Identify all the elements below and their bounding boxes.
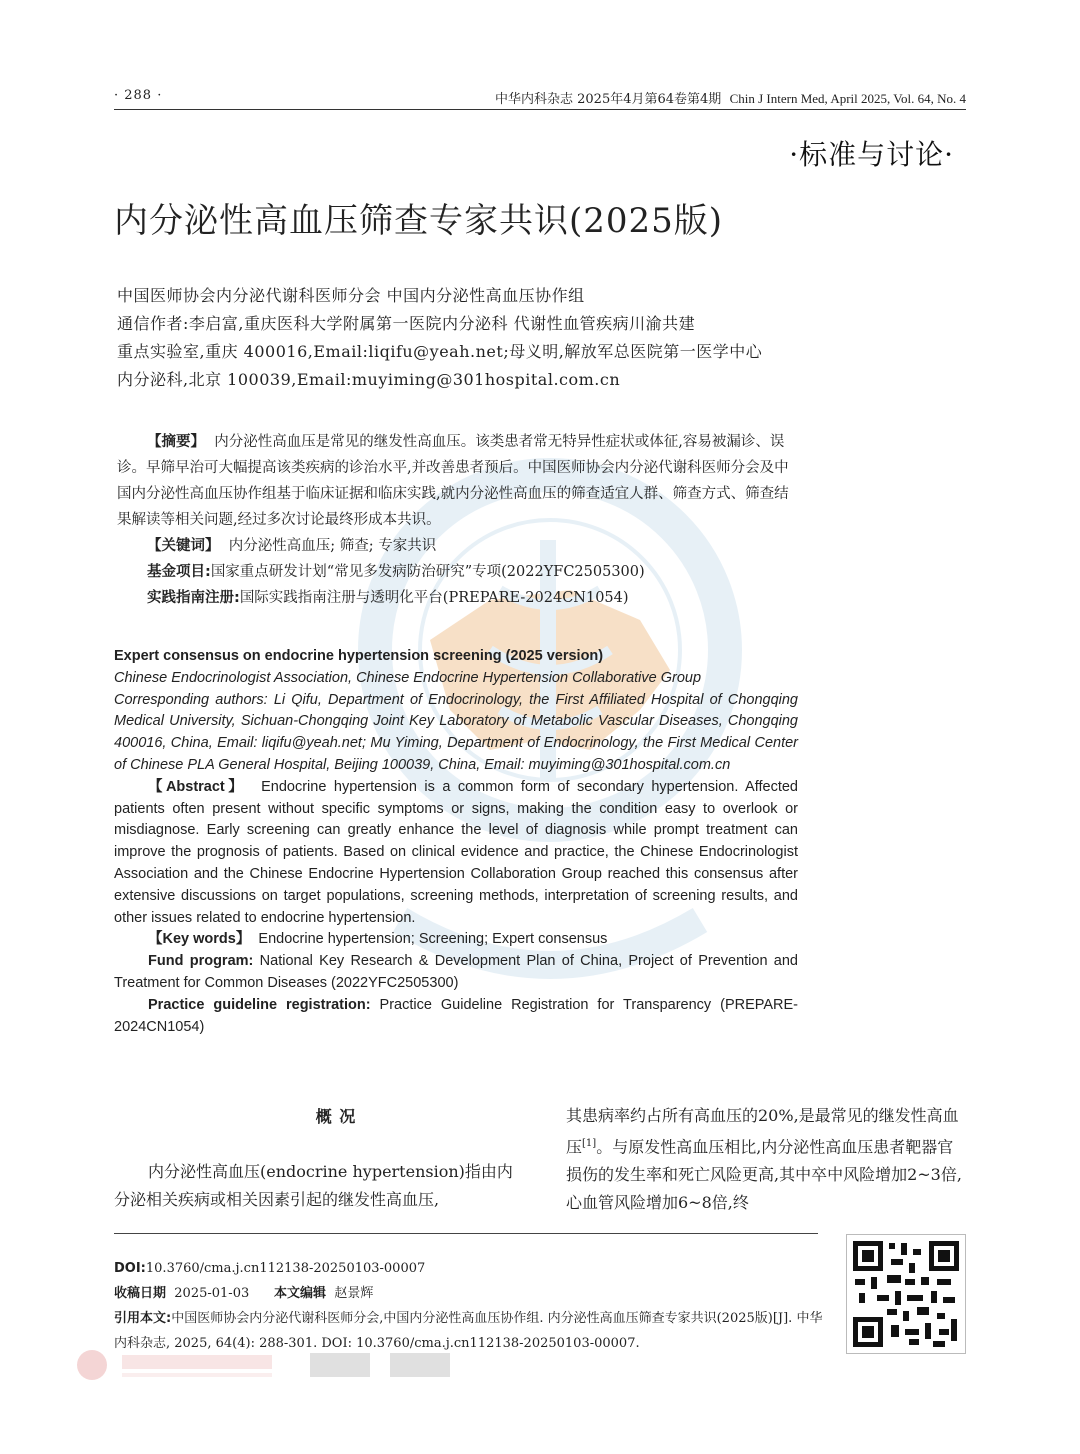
- body-right-column: [566, 1102, 966, 1217]
- received-date: 2025-01-03: [174, 1286, 250, 1301]
- cn-registration: 国际实践指南注册与透明化平台(PREPARE-2024CN1054): [239, 590, 629, 606]
- page-title: 内分泌性高血压筛查专家共识(2025版): [114, 201, 724, 241]
- author-groups: 中国医师协会内分泌代谢科医师分会 中国内分泌性高血压协作组: [117, 286, 585, 305]
- author-block: [117, 282, 807, 394]
- cn-abstract-text: 内分泌性高血压是常见的继发性高血压。该类患者常无特异性症状或体征,容易被漏诊、误诊。早筛早治可大幅提高该类疾病的诊治水平,并改善患者预后。中国医师协会内分泌代谢科医师分会及中国内分泌性高血压协作组基于临床证据和临床实践,就内分泌性高血压的筛查适宜人群、筛查方式、筛查结果解读等相关问题,经过多次讨论最终形成本共识。: [117, 434, 789, 528]
- en-abstract-text: Endocrine hypertension is a common form of secondary hypertension. Affected patients often present without specific symptoms or signs, making the condition easy to overlook or misdiagnose. Early screening can greatly enhance the level of diagnosis while prompt treatment can improve the prognosis of patients. Based on clinical evidence and practice, the Chinese Endocrinologist Association and the Chinese Endocrine Hypertension Collaboration Group reached this consensus after extensive discussions on target populations, screening methods, interpretation of screening results, and other issues related to endocrine hypertension.: [114, 778, 798, 926]
- qr-code[interactable]: [846, 1234, 966, 1354]
- column-label: ·标准与讨论·: [789, 138, 954, 171]
- en-registration-label: Practice guideline registration:: [148, 996, 371, 1013]
- cn-fund-label: 基金项目:: [147, 564, 211, 580]
- en-registration: Practice Guideline Registration for Transparency (PREPARE-2024CN1054): [114, 996, 798, 1035]
- corresponding-line-3: 内分泌科,北京 100039,Email:muyiming@301hospital.com.cn: [117, 370, 621, 389]
- journal-header: [495, 88, 966, 107]
- journal-cn: 中华内科杂志 2025年4月第64卷第4期: [495, 92, 722, 107]
- corresponding-line-2: 重点实验室,重庆 400016,Email:liqifu@yeah.net;母义明,解放军总医院第一医学中心: [117, 342, 763, 361]
- footer: [114, 1256, 824, 1356]
- en-corresponding: Corresponding authors: Li Qifu, Department of Endocrinology, the First Affiliated Hospital of Chongqing Medical University, Sichuan-Chongqing Joint Key Laboratory of Metabolic Vascular Diseases, Chongqing 400016, China, Email: liqifu@yeah.net; Mu Yiming, Department of Endocrinology, the First Medical Center of Chinese PLA General Hospital, Beijing 100039, China, Email: muyiming@301hospital.com.cn: [114, 691, 798, 773]
- cn-keywords-label: 【关键词】: [147, 538, 220, 554]
- en-abstract-label: 【Abstract】: [148, 778, 247, 795]
- cn-registration-label: 实践指南注册:: [147, 590, 240, 606]
- body-right-text-b: 。与原发性高血压相比,内分泌性高血压患者靶器官损伤的发生率和死亡风险更高,其中卒中风险增加2~3倍,心血管风险增加6~8倍,终: [566, 1137, 962, 1213]
- journal-en: Chin J Intern Med, April 2025, Vol. 64, No. 4: [729, 91, 966, 106]
- cn-abstract: [117, 429, 799, 611]
- editor-label: 本文编辑: [274, 1286, 327, 1301]
- cn-keywords: 内分泌性高血压; 筛查; 专家共识: [228, 538, 437, 554]
- received-label: 收稿日期: [114, 1286, 167, 1301]
- body-right-text-a: 其患病率约占所有高血压的20%,是最常见的继发性高血压: [566, 1106, 959, 1157]
- header-rule: [114, 109, 966, 110]
- en-fund-label: Fund program:: [148, 953, 254, 970]
- en-abstract: [114, 646, 798, 1038]
- en-groups: Chinese Endocrinologist Association, Chinese Endocrine Hypertension Collaborative Group: [114, 669, 702, 686]
- cite-label: 引用本文:: [114, 1311, 172, 1326]
- cn-fund: 国家重点研发计划“常见多发病防治研究”专项(2022YFC2505300): [210, 564, 645, 580]
- en-title: Expert consensus on endocrine hypertension screening (2025 version): [114, 648, 604, 664]
- doi-label: DOI:: [114, 1261, 146, 1276]
- body-left-column: [114, 1158, 524, 1214]
- corresponding-line-1: 通信作者:李启富,重庆医科大学附属第一医院内分泌科 代谢性血管疾病川渝共建: [117, 314, 696, 333]
- reference-citation[interactable]: [1]: [582, 1138, 597, 1149]
- en-keywords: Endocrine hypertension; Screening; Expert consensus: [258, 931, 608, 948]
- cn-abstract-label: 【摘要】: [147, 434, 205, 450]
- section-heading: 概 况: [315, 1107, 357, 1126]
- editor: 赵景辉: [334, 1286, 374, 1301]
- qr-code-pattern: [847, 1235, 965, 1353]
- publisher-logo: [70, 1345, 490, 1385]
- citation: 中国医师协会内分泌代谢科医师分会,中国内分泌性高血压协作组. 内分泌性高血压筛查专家共识(2025版)[J]. 中华内科杂志, 2025, 64(4): 288-301. DOI: 10.3760/cma.j.cn112138-20250103-00007.: [114, 1311, 823, 1351]
- en-fund: National Key Research & Development Plan of China, Project of Prevention and Treatment for Common Diseases (2022YFC2505300): [114, 953, 798, 991]
- en-keywords-label: 【Key words】: [148, 931, 251, 948]
- body-left-text: 内分泌性高血压(endocrine hypertension)指由内分泌相关疾病或相关因素引起的继发性高血压,: [114, 1162, 513, 1209]
- doi[interactable]: 10.3760/cma.j.cn112138-20250103-00007: [145, 1261, 426, 1276]
- footer-rule: [114, 1233, 818, 1234]
- page-number: · 288 ·: [114, 88, 163, 103]
